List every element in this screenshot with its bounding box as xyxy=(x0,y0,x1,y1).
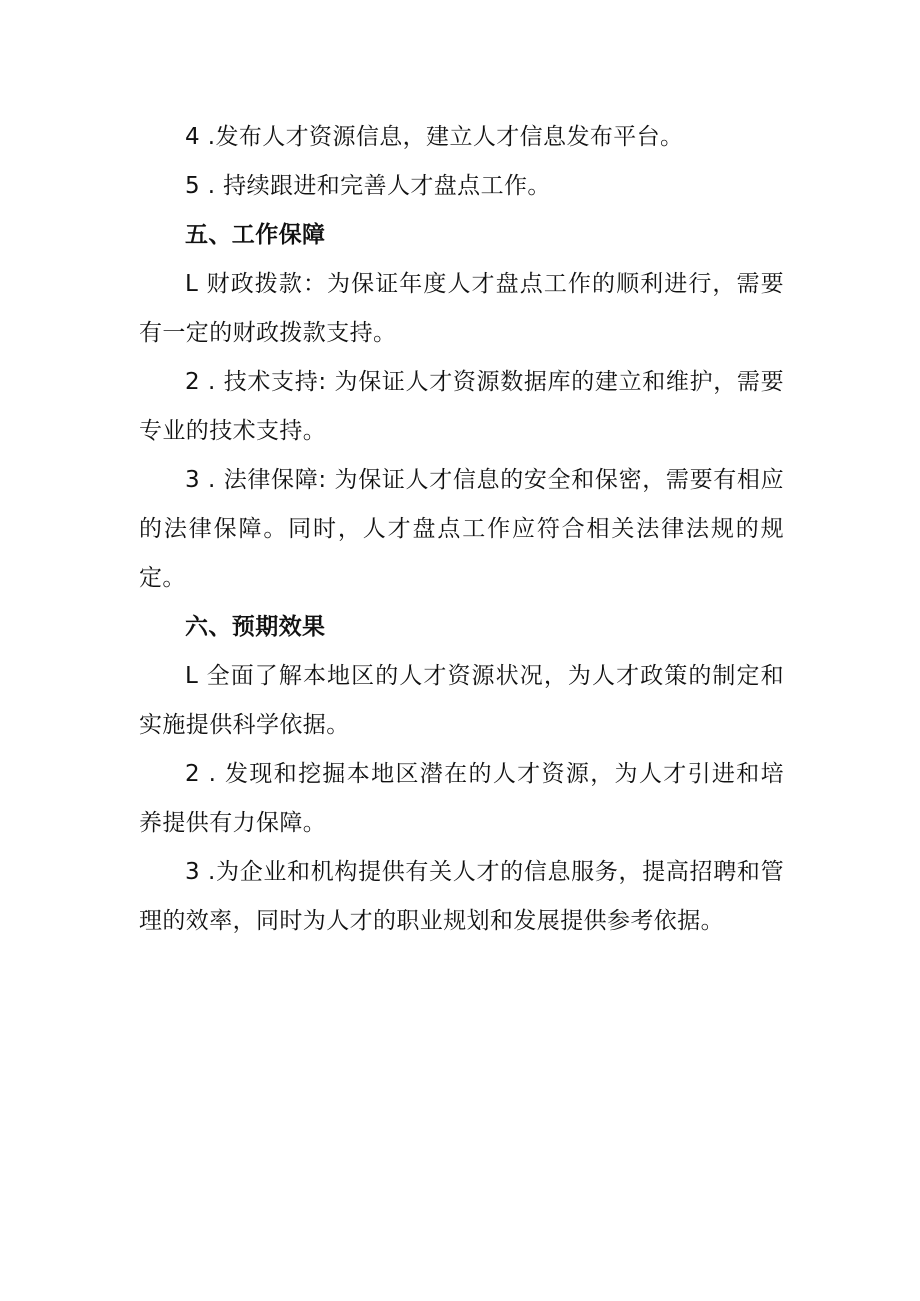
paragraph-item-5: 5 . 持续跟进和完善人才盘点工作。 xyxy=(185,173,551,199)
section-heading-expected-results: 六、预期效果 xyxy=(185,614,326,640)
paragraph-expected-result-1: L 全面了解本地区的人才资源状况，为人才政策的制定和实施提供科学依据。 xyxy=(139,663,784,738)
paragraph-expected-result-2: 2 . 发现和挖掘本地区潜在的人才资源，为人才引进和培养提供有力保障。 xyxy=(139,761,784,836)
section-heading-work-guarantee: 五、工作保障 xyxy=(185,222,326,248)
paragraph-expected-result-3: 3 .为企业和机构提供有关人才的信息服务，提高招聘和管理的效率，同时为人才的职业规划和发展提供参考依据。 xyxy=(139,859,784,934)
paragraph-item-4: 4 .发布人才资源信息，建立人才信息发布平台。 xyxy=(185,124,684,150)
paragraph-legal-guarantee: 3 . 法律保障: 为保证人才信息的安全和保密，需要有相应的法律保障。同时，人才盘点工作应符合相关法律法规的规定。 xyxy=(139,467,784,591)
paragraph-financial-allocation: L 财政拨款：为保证年度人才盘点工作的顺利进行，需要有一定的财政拨款支持。 xyxy=(139,271,784,346)
paragraph-technical-support: 2 . 技术支持: 为保证人才资源数据库的建立和维护，需要专业的技术支持。 xyxy=(139,369,784,444)
document-body xyxy=(139,113,784,946)
